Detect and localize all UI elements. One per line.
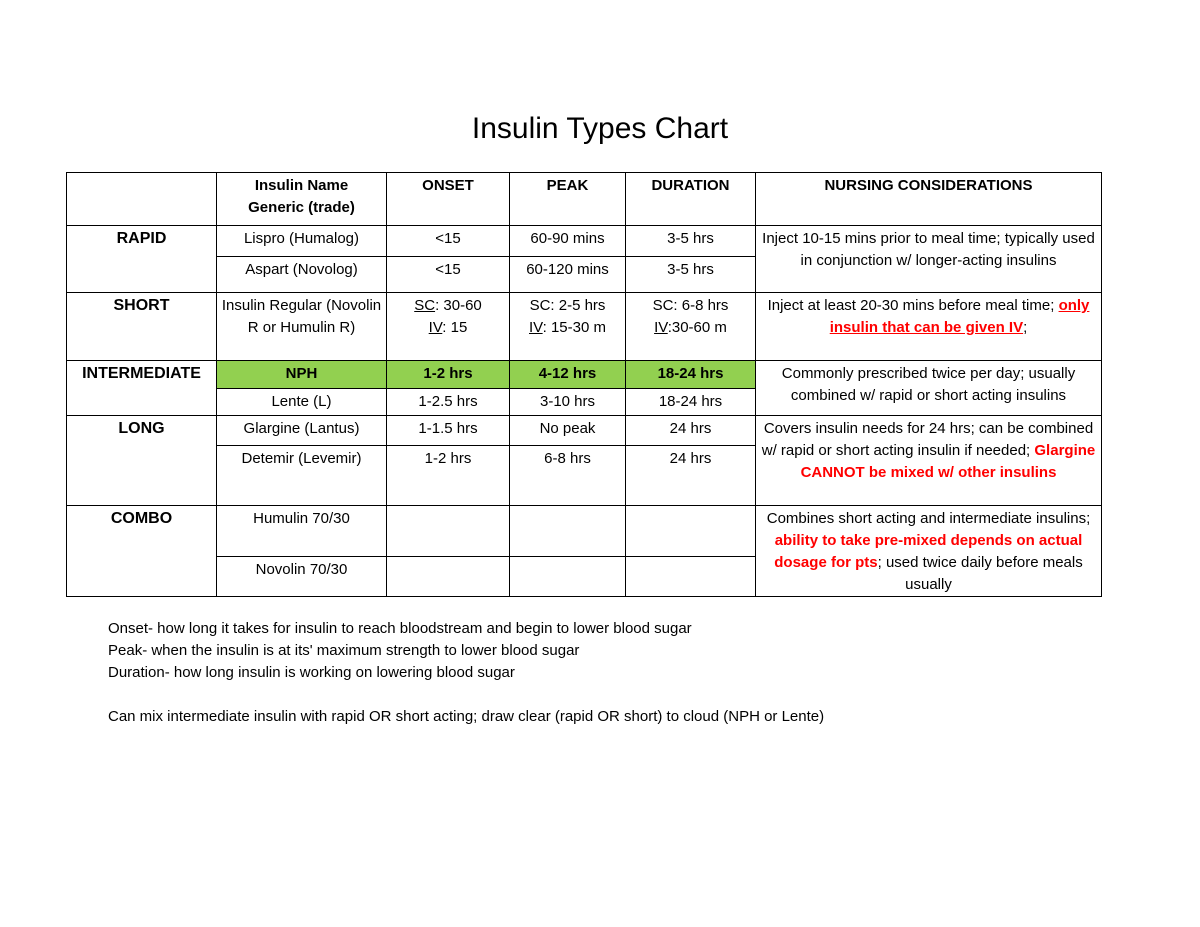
insulin-name-cell: NPH	[217, 361, 387, 389]
insulin-name-cell: Humulin 70/30	[217, 506, 387, 557]
category-intermediate: INTERMEDIATE	[67, 361, 217, 416]
peak-cell	[510, 293, 626, 361]
duration-cell	[626, 293, 756, 361]
definitions-notes	[108, 618, 1108, 728]
peak-cell	[510, 506, 626, 557]
peak-iv-label: IV	[529, 319, 543, 336]
nursing-short-end: ;	[1023, 319, 1028, 336]
onset-cell: <15	[387, 257, 510, 293]
header-onset: ONSET	[387, 173, 510, 226]
insulin-name-cell: Detemir (Levemir)	[217, 446, 387, 506]
header-name-line1: Insulin Name	[254, 177, 349, 194]
category-short: SHORT	[67, 293, 217, 361]
table-row	[67, 293, 1102, 361]
onset-cell: <15	[387, 226, 510, 257]
note-duration: Duration- how long insulin is working on lowering blood sugar	[108, 664, 515, 681]
note-peak: Peak- when the insulin is at its' maximum strength to lower blood sugar	[108, 642, 580, 659]
header-row	[67, 173, 1102, 226]
duration-cell	[626, 556, 756, 596]
nursing-combo-warning: ability to take pre-mixed depends on actual dosage for pts	[774, 532, 1083, 571]
insulin-types-table	[66, 172, 1102, 597]
insulin-name-cell: Insulin Regular (Novolin R or Humulin R)	[217, 293, 387, 361]
nursing-short-warning: only insulin that can be given IV	[829, 297, 1090, 336]
nursing-combo	[756, 506, 1102, 597]
nursing-rapid: Inject 10-15 mins prior to meal time; typically used in conjunction w/ longer-acting insulins	[756, 226, 1102, 293]
onset-iv-value: : 15	[442, 319, 468, 336]
onset-cell	[387, 293, 510, 361]
nursing-short	[756, 293, 1102, 361]
page-title: Insulin Types Chart	[471, 112, 729, 145]
onset-sc-label: SC	[414, 297, 436, 314]
duration-cell	[626, 506, 756, 557]
onset-cell: 1-2.5 hrs	[387, 389, 510, 416]
peak-iv-value: : 15-30 m	[542, 319, 606, 336]
duration-cell: 3-5 hrs	[626, 257, 756, 293]
onset-cell	[387, 556, 510, 596]
table-row	[67, 416, 1102, 446]
peak-cell: 3-10 hrs	[510, 389, 626, 416]
duration-iv-label: IV	[654, 319, 668, 336]
onset-iv-label: IV	[428, 319, 443, 336]
header-name-line2: Generic (trade)	[248, 199, 355, 216]
onset-cell: 1-1.5 hrs	[387, 416, 510, 446]
insulin-name-cell: Lispro (Humalog)	[217, 226, 387, 257]
duration-cell: 18-24 hrs	[626, 389, 756, 416]
insulin-name-cell: Glargine (Lantus)	[217, 416, 387, 446]
duration-cell: 18-24 hrs	[626, 361, 756, 389]
insulin-name-cell: Lente (L)	[217, 389, 387, 416]
duration-cell: 24 hrs	[626, 416, 756, 446]
peak-sc-value: SC: 2-5 hrs	[529, 297, 606, 314]
duration-cell: 3-5 hrs	[626, 226, 756, 257]
peak-cell: 60-120 mins	[510, 257, 626, 293]
onset-sc-value: : 30-60	[435, 297, 482, 314]
duration-cell: 24 hrs	[626, 446, 756, 506]
header-nursing-considerations: NURSING CONSIDERATIONS	[756, 173, 1102, 226]
note-mixing: Can mix intermediate insulin with rapid OR short acting; draw clear (rapid OR short) to cloud (NPH or Lente)	[108, 708, 825, 725]
onset-cell	[387, 506, 510, 557]
table-row	[67, 361, 1102, 389]
peak-cell: No peak	[510, 416, 626, 446]
peak-cell: 6-8 hrs	[510, 446, 626, 506]
note-spacer	[108, 684, 1108, 706]
duration-iv-value: :30-60 m	[667, 319, 727, 336]
onset-cell: 1-2 hrs	[387, 446, 510, 506]
note-onset: Onset- how long it takes for insulin to reach bloodstream and begin to lower blood sugar	[108, 620, 692, 637]
category-combo: COMBO	[67, 506, 217, 597]
insulin-name-cell: Novolin 70/30	[217, 556, 387, 596]
header-duration: DURATION	[626, 173, 756, 226]
onset-cell: 1-2 hrs	[387, 361, 510, 389]
header-peak: PEAK	[510, 173, 626, 226]
peak-cell	[510, 556, 626, 596]
category-rapid: RAPID	[67, 226, 217, 293]
header-insulin-name	[217, 173, 387, 226]
nursing-long-text: Covers insulin needs for 24 hrs; can be combined w/ rapid or short acting insulin if needed;	[761, 420, 1094, 459]
nursing-intermediate: Commonly prescribed twice per day; usually combined w/ rapid or short acting insulins	[756, 361, 1102, 416]
peak-cell: 60-90 mins	[510, 226, 626, 257]
header-category	[67, 173, 217, 226]
nursing-short-text: Inject at least 20-30 mins before meal time;	[767, 297, 1055, 314]
duration-sc-value: SC: 6-8 hrs	[652, 297, 729, 314]
nursing-combo-text: Combines short acting and intermediate insulins;	[766, 510, 1091, 527]
nursing-combo-end: ; used twice daily before meals usually	[877, 554, 1083, 593]
insulin-name-cell: Aspart (Novolog)	[217, 257, 387, 293]
peak-cell: 4-12 hrs	[510, 361, 626, 389]
table-row	[67, 226, 1102, 257]
nursing-long-warning: Glargine CANNOT be mixed w/ other insulins	[800, 442, 1096, 481]
nursing-long	[756, 416, 1102, 506]
category-long: LONG	[67, 416, 217, 506]
table-row	[67, 506, 1102, 557]
